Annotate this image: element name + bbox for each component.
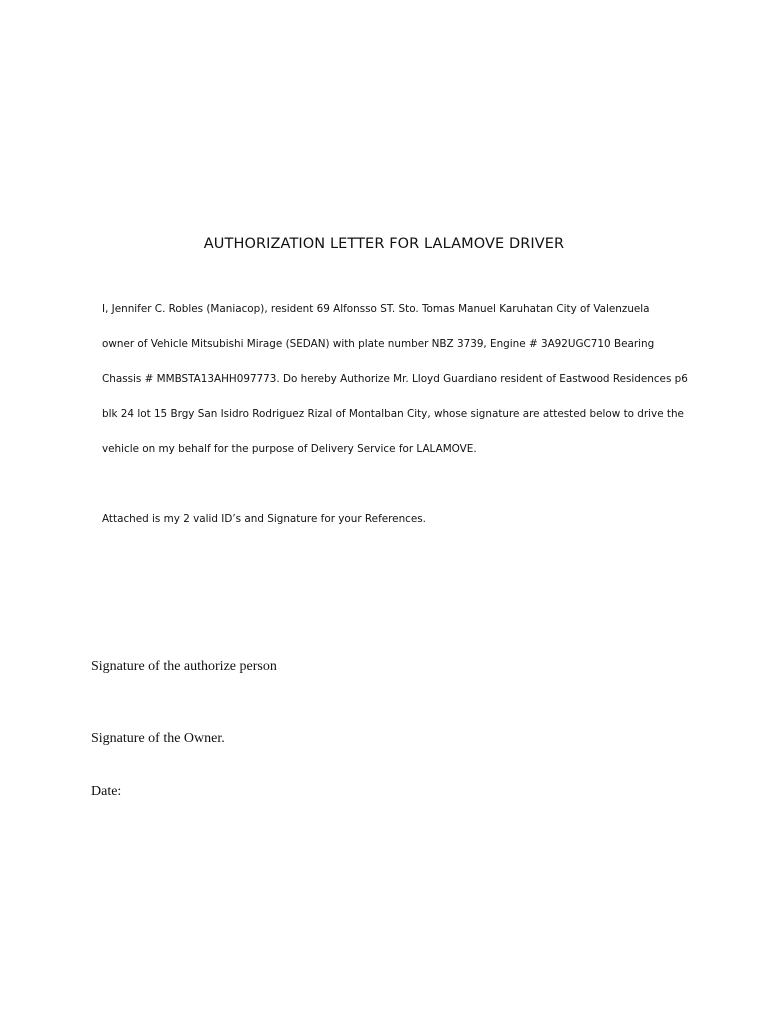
date-label: Date: [91, 784, 122, 799]
paragraph-line: I, Jennifer C. Robles (Maniacop), resident 69 Alfonsso ST. Sto. Tomas Manuel Karuhatan City of Valenzuela [102, 303, 650, 315]
signature-authorized-label: Signature of the authorize person [91, 659, 277, 674]
paragraph-line: Chassis # MMBSTA13AHH097773. Do hereby Authorize Mr. Lloyd Guardiano resident of Eastwood Residences p6 [102, 373, 688, 385]
document-title: AUTHORIZATION LETTER FOR LALAMOVE DRIVER [203, 236, 565, 252]
attachment-note: Attached is my 2 valid ID’s and Signature for your References. [102, 513, 426, 525]
paragraph-line: owner of Vehicle Mitsubishi Mirage (SEDAN) with plate number NBZ 3739, Engine # 3A92UGC710 Bearing [102, 338, 655, 350]
paragraph-line: vehicle on my behalf for the purpose of Delivery Service for LALAMOVE. [102, 443, 477, 455]
signature-owner-label: Signature of the Owner. [91, 731, 225, 746]
paragraph-line: blk 24 lot 15 Brgy San Isidro Rodriguez Rizal of Montalban City, whose signature are attested below to drive the [102, 408, 684, 420]
